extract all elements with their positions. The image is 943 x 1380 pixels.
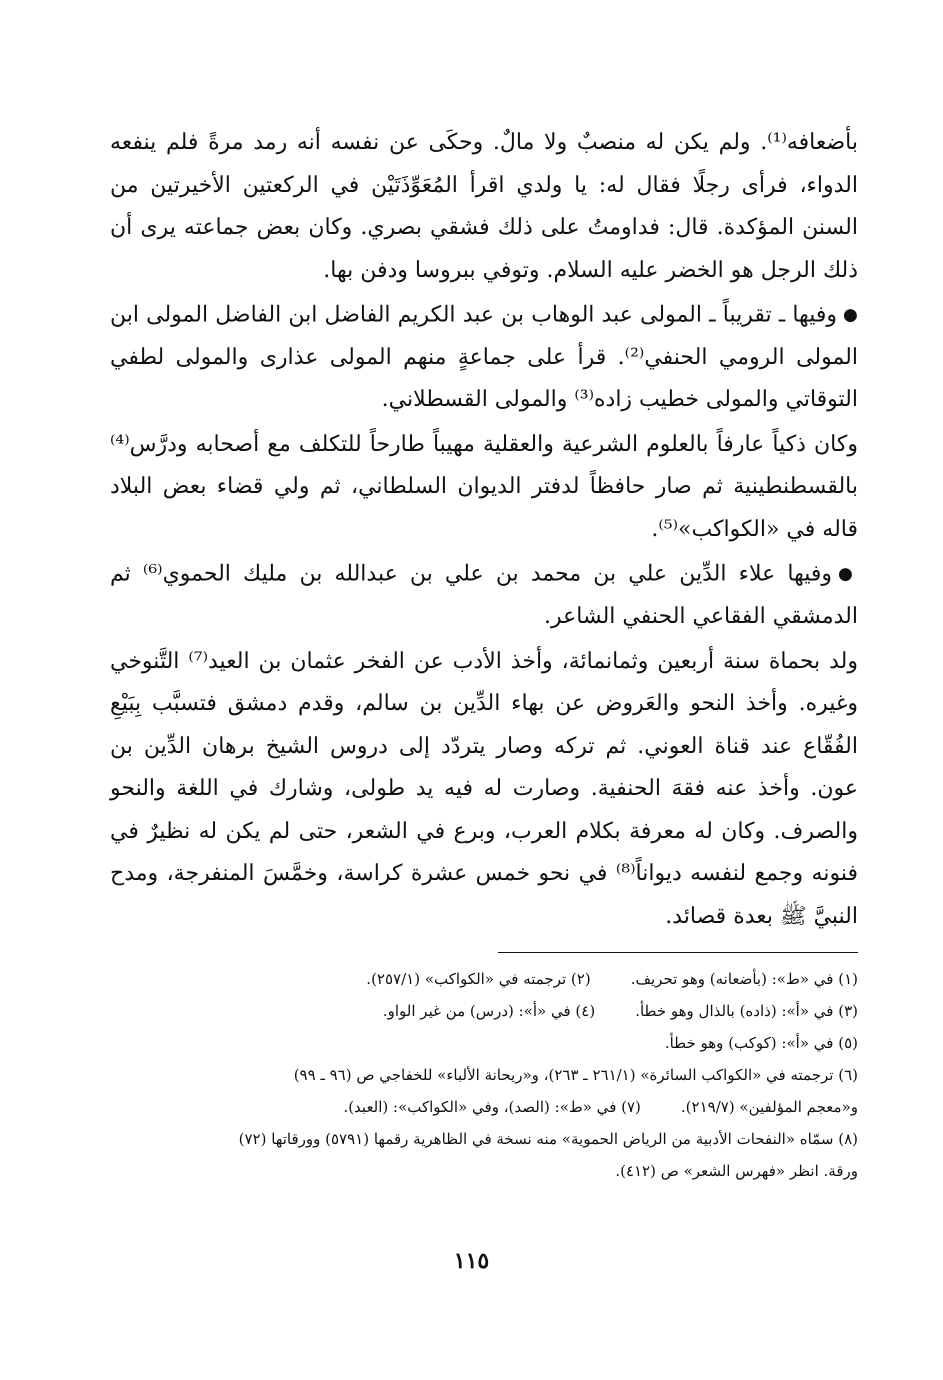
main-text [110,122,858,938]
footnote-row-1-2 [110,963,858,995]
footnote-6: (٦) ترجمته في «الكواكب السائرة» (٢٦١/١ ـ ٢٦٣)، و«ريحانة الألباء» للخفاجي ص (٩٦ ـ ٩٩) [293,1066,858,1084]
paragraph-2-text: وفيها ـ تقريباً ـ المولى عبد الوهاب بن عبد الكريم الفاضل ابن الفاضل المولى ابن المولى الرومي الحنفي⁽²⁾. قرأ على جماعةٍ منهم المولى عذارى والمولى لطفي التوقاتي والمولى خطيب زاده⁽³⁾ والمولى القسطلاني. [110,302,859,413]
footnote-8: (٨) سمّاه «النفحات الأدبية من الرياض الحموية» منه نسخة في الظاهرية رقمها (٥٧٩١) وورقاتها (٧٢) [238,1130,858,1148]
page-number: ١١٥ [453,1248,490,1274]
paragraph-3: وكان ذكياً عارفاً بالعلوم الشرعية والعقلية مهيباً طارحاً للتكلف مع أصحابه ودرَّس⁽⁴⁾ بالقسطنطينية ثم صار حافظاً لدفتر الديوان السلطاني، ثم ولي قضاء بعض البلاد قاله في «الكواكب»⁽⁵⁾. [110,431,858,542]
paragraph-5: ولد بحماة سنة أربعين وثمانمائة، وأخذ الأدب عن الفخر عثمان بن العيد⁽⁷⁾ التَّنوخي وغيره. وأخذ النحو والعَروض عن بهاء الدِّين بن سالم، وقدم دمشق فتسبَّب بِبَيْعِ الفُقّاع عند قناة العوني. ثم تركه وصار يتردّد إلى دروس الشيخ برهان الدِّين بن عون. وأخذ عنه فقهَ الحنفية. وصارت له فيه يد طولى، وشارك في اللغة والنحو والصرف. وكان له معرفة بكلام العرب، وبرع في الشعر، حتى لم يكن له نظيرٌ في فنونه وجمع لنفسه ديواناً⁽⁸⁾ في نحو خمس عشرة كراسة، وخمَّسَ المنفرجة، ومدح النبيَّ ﷺ بعدة قصائد. [110,648,858,929]
footnote-4: (٤) في «أ»: (درس) من غير الواو. [382,1002,596,1020]
bullet-icon: ● [838,564,859,585]
footnote-2: (٢) ترجمته في «الكواكب» (٢٥٧/١). [366,970,591,988]
paragraph-2 [110,294,858,422]
footnote-7: (٧) في «ط»: (الصد)، وفي «الكواكب»: (العبد). [343,1098,641,1116]
footnote-3: (٣) في «أ»: (ذاده) بالذال وهو خطأ. [635,1002,858,1020]
paragraph-4 [110,553,858,638]
footnote-row-6-7 [110,1091,858,1123]
footnote-6-continued: و«معجم المؤلفين» (٢١٩/٧). [680,1098,858,1116]
footnote-row-3-4 [110,995,858,1027]
footnote-divider [498,952,858,953]
footnotes [110,963,858,1187]
paragraph-4-text: وفيها علاء الدِّين علي بن محمد بن علي بن عبدالله بن مليك الحموي⁽⁶⁾ ثم الدمشقي الفقاعي الحنفي الشاعر. [110,561,858,629]
footnote-1: (١) في «ط»: (بأضعانه) وهو تحريف. [630,970,858,988]
footnote-5: (٥) في «أ»: (كوكب) وهو خطأ. [664,1034,858,1052]
bullet-icon: ● [842,305,858,325]
footnote-8-continued: ورقة. انظر «فهرس الشعر» ص (٤١٢). [615,1162,858,1180]
paragraph-1: بأضعافه⁽¹⁾. ولم يكن له منصبٌ ولا مالٌ. وحكَى عن نفسه أنه رمد مرةً فلم ينفعه الدواء، فرأى رجلًا فقال له: يا ولدي اقرأ المُعَوِّذَتَيْن في الركعتين الأخيرتين من السنن المؤكدة. قال: فداومتُ على ذلك فشقي بصري. وكان بعض جماعته يرى أن ذلك الرجل هو الخضر عليه السلام. وتوفي ببروسا ودفن بها. [110,130,858,283]
